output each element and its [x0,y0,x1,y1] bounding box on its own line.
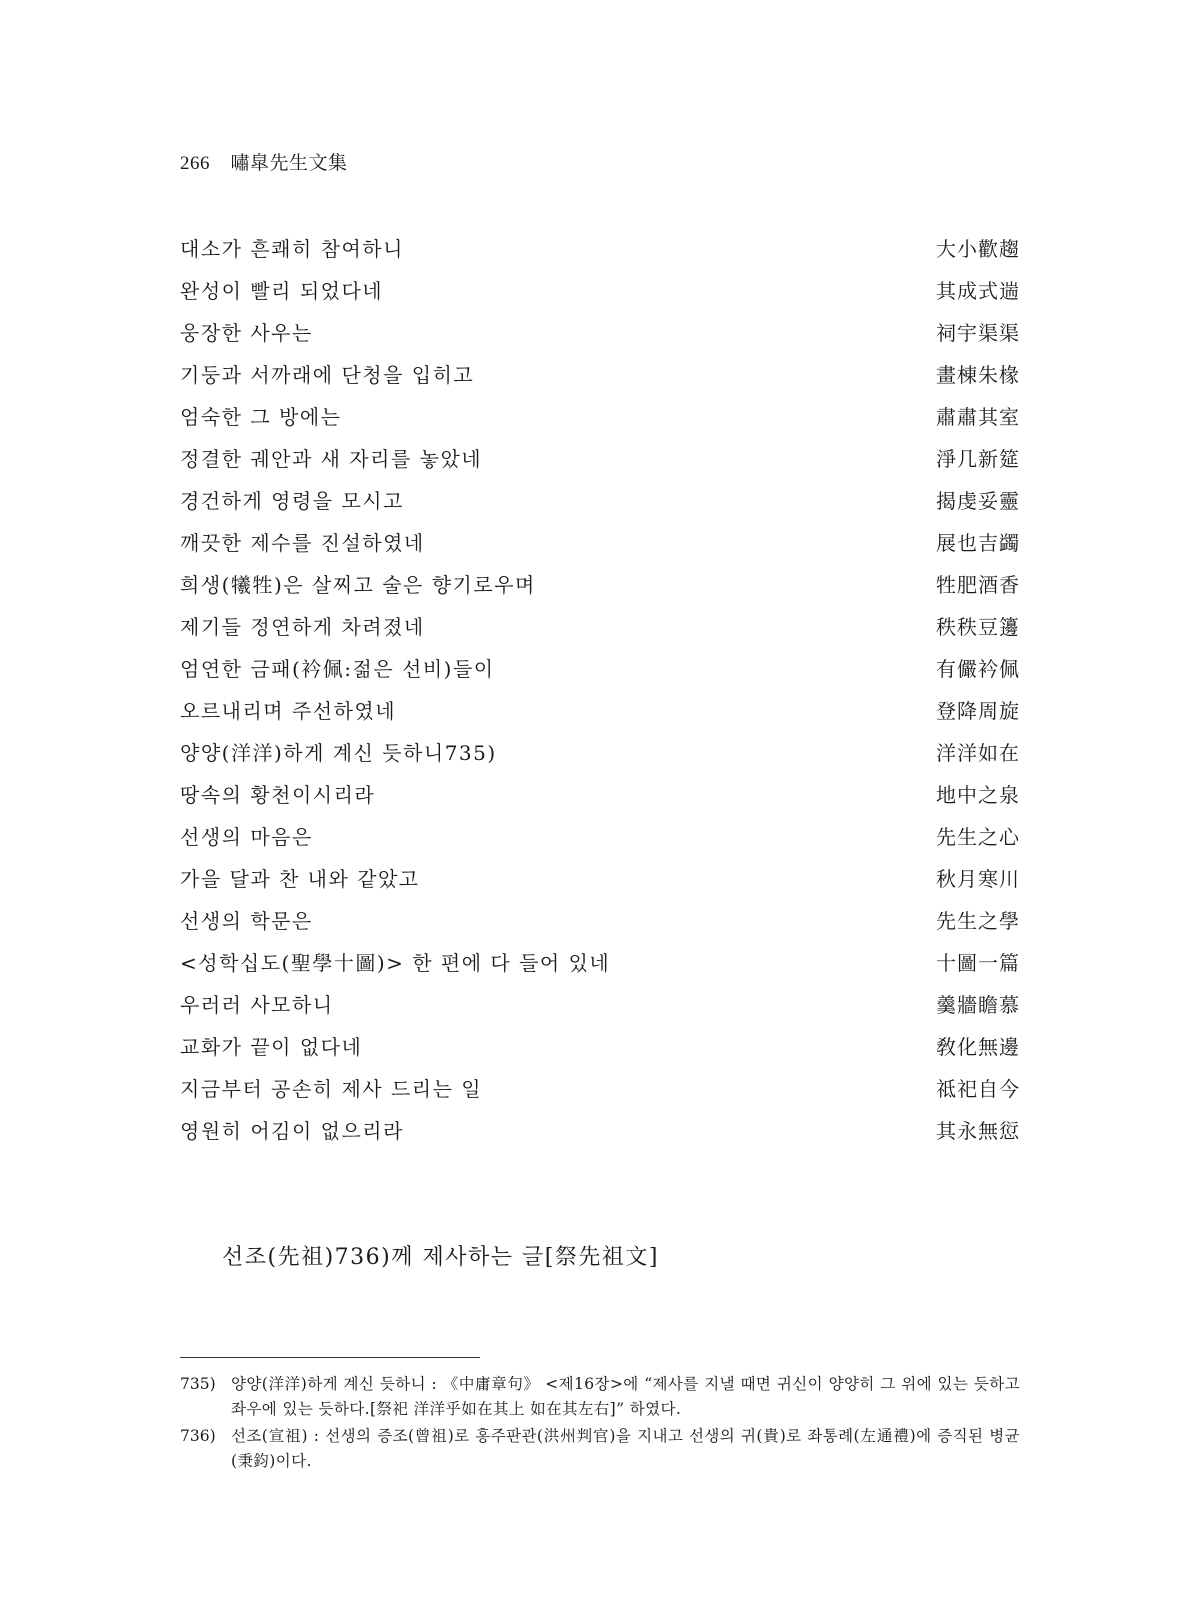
poem-line [180,1026,1020,1068]
poem-line-korean: 교화가 끝이 없다네 [180,1035,363,1059]
poem-line [180,984,1020,1026]
footnotes [180,1372,1020,1476]
poem-line [180,732,1020,774]
poem-line-hanja: 先生之學 [936,909,1020,933]
poem-line-hanja: 洋洋如在 [936,741,1020,765]
poem-line-hanja: 祠宇渠渠 [936,321,1020,345]
book-title: 嘯皐先生文集 [230,152,348,174]
footnote-text: 선조(宣祖) : 선생의 증조(曾祖)로 홍주판관(洪州判官)을 지내고 선생의 귀(貴)로 좌통례(左通禮)에 증직된 병균(秉鈞)이다. [231,1427,1020,1470]
poem-line-hanja: 其成式遄 [936,279,1020,303]
poem-line-hanja: 登降周旋 [936,699,1020,723]
poem-line [180,858,1020,900]
poem-line [180,438,1020,480]
poem-line-korean: 엄연한 금패(衿佩:젊은 선비)들이 [180,657,495,681]
poem-line-hanja: 大小歡趨 [936,237,1020,261]
poem-line-korean: 완성이 빨리 되었다네 [180,279,384,303]
poem-line-korean: 우러러 사모하니 [180,993,334,1017]
footnote-divider [180,1357,480,1358]
poem-line-korean: 희생(犧牲)은 살찌고 술은 향기로우며 [180,573,536,597]
running-header [180,148,348,175]
section-title: 선조(先祖)736)께 제사하는 글[祭先祖文] [222,1245,659,1270]
poem-line-korean: 웅장한 사우는 [180,321,313,345]
poem-line-korean: 오르내리며 주선하였네 [180,699,397,723]
poem-line-korean: 선생의 학문은 [180,909,313,933]
poem-line [180,396,1020,438]
poem-line-korean: 선생의 마음은 [180,825,313,849]
poem-line-korean: 깨끗한 제수를 진설하였네 [180,531,425,555]
poem-line-hanja: 展也吉蠲 [936,531,1020,555]
poem-line-hanja: 地中之泉 [936,783,1020,807]
poem-line-hanja: 畫棟朱椽 [936,363,1020,387]
poem-line-korean: 지금부터 공손히 제사 드리는 일 [180,1077,483,1101]
poem-line-korean: <성학십도(聖學十圖)> 한 편에 다 들어 있네 [180,951,611,975]
footnote-736 [180,1424,1020,1474]
poem-line [180,1068,1020,1110]
poem-line-korean: 엄숙한 그 방에는 [180,405,342,429]
poem-line-hanja: 十圖一篇 [936,951,1020,975]
poem-line [180,816,1020,858]
poem-line-hanja: 淨几新筵 [936,447,1020,471]
poem-line-hanja: 秋月寒川 [936,867,1020,891]
poem-line-hanja: 先生之心 [936,825,1020,849]
poem-line [180,522,1020,564]
footnote-text: 양양(洋洋)하게 계신 듯하니 : 《中庸章句》 <제16장>에 “제사를 지낼 때면 귀신이 양양히 그 위에 있는 듯하고 좌우에 있는 듯하다.[祭祀 洋洋乎如在其上 如在其左右]” 하였다. [231,1375,1020,1418]
poem-line-korean: 가을 달과 찬 내와 같았고 [180,867,420,891]
poem-line [180,312,1020,354]
poem-line-hanja: 有儼衿佩 [936,657,1020,681]
poem-line-korean: 대소가 흔쾌히 참여하니 [180,237,404,261]
poem-line [180,1110,1020,1152]
poem-line [180,228,1020,270]
poem-line-hanja: 羹牆瞻慕 [936,993,1020,1017]
poem-line [180,564,1020,606]
poem-line [180,900,1020,942]
poem-line-korean: 정결한 궤안과 새 자리를 놓았네 [180,447,483,471]
poem-line [180,480,1020,522]
poem-line [180,354,1020,396]
poem-line-korean: 경건하게 영령을 모시고 [180,489,404,513]
poem-line-hanja: 秩秩豆籩 [936,615,1020,639]
footnote-number: 735) [180,1375,216,1393]
poem-line-korean: 땅속의 황천이시리라 [180,783,376,807]
poem-line-korean: 양양(洋洋)하게 계신 듯하니735) [180,741,497,765]
poem-line [180,690,1020,732]
poem-line [180,270,1020,312]
poem-line-korean: 제기들 정연하게 차려졌네 [180,615,425,639]
poem-line-korean: 영원히 어김이 없으리라 [180,1119,404,1143]
poem-line [180,774,1020,816]
poem-line-hanja: 祗祀自今 [936,1077,1020,1101]
poem-line-hanja: 肅肅其室 [936,405,1020,429]
poem-line [180,648,1020,690]
poem-line-hanja: 揭虔妥靈 [936,489,1020,513]
page-number: 266 [180,153,210,174]
poem-line-hanja: 牲肥酒香 [936,573,1020,597]
poem-line-korean: 기둥과 서까래에 단청을 입히고 [180,363,475,387]
poem-line [180,942,1020,984]
poem-line-hanja: 敎化無邊 [936,1035,1020,1059]
poem [180,228,1020,1152]
footnote-735 [180,1372,1020,1422]
poem-line-hanja: 其永無愆 [936,1119,1020,1143]
footnote-number: 736) [180,1427,216,1445]
poem-line [180,606,1020,648]
